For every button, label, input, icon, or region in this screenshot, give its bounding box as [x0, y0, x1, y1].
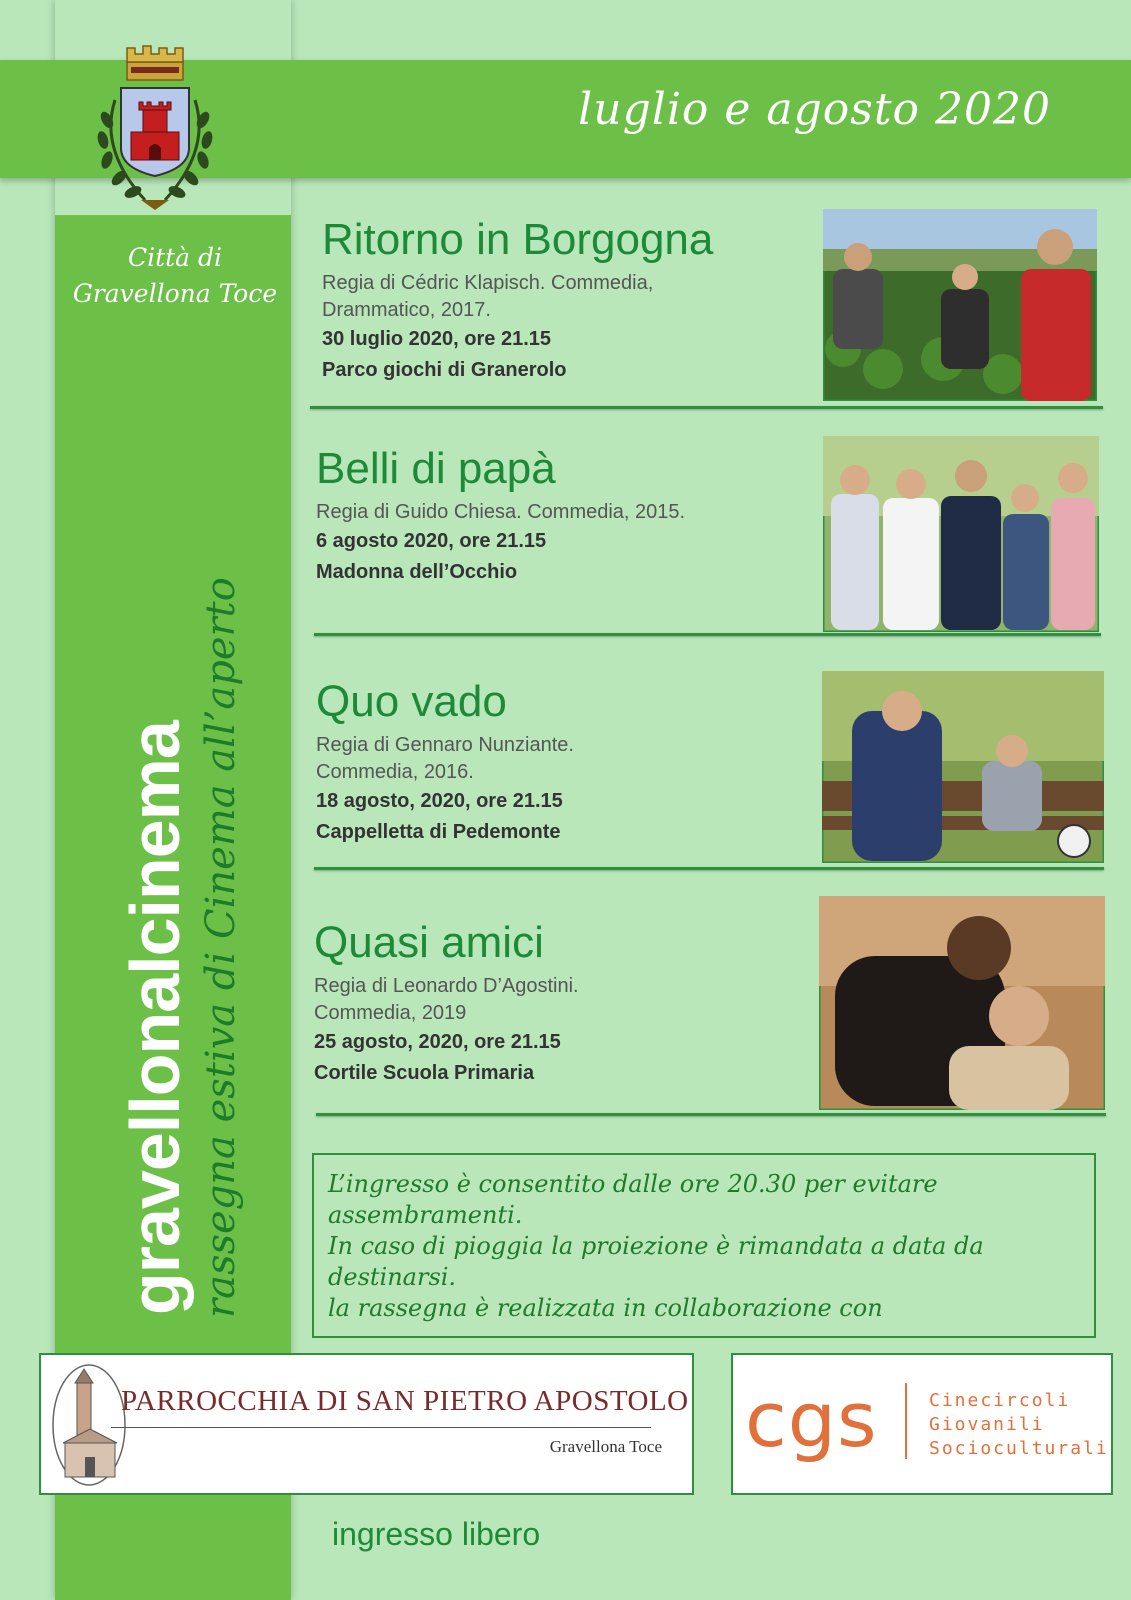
film-meta-line-2: Commedia, 2019	[314, 1002, 467, 1024]
crest-logo	[85, 40, 215, 220]
parish-underline	[111, 1427, 651, 1428]
notice-line-4: destinarsi.	[328, 1263, 457, 1291]
free-entry-label: ingresso libero	[332, 1516, 541, 1552]
cgs-logo: cgs	[745, 1375, 878, 1464]
film-venue: Cortile Scuola Primaria	[314, 1062, 535, 1084]
film-meta-line-2: Drammatico, 2017.	[322, 299, 491, 321]
church-icon	[51, 1363, 127, 1487]
film-venue: Madonna dell’Occhio	[316, 561, 518, 583]
film-date: 30 luglio 2020, ore 21.15	[322, 328, 552, 350]
city-line-2: Gravellona Toce	[72, 279, 278, 308]
city-name	[50, 240, 300, 312]
film-photo-quo-vado	[822, 671, 1104, 863]
film-title: Ritorno in Borgogna	[322, 215, 714, 264]
divider	[310, 406, 1103, 409]
crown-icon	[127, 46, 183, 80]
cgs-line-1: Cinecircoli	[929, 1390, 1071, 1411]
divider	[316, 1113, 1106, 1116]
film-title: Quo vado	[316, 677, 507, 726]
film-photo-belli	[823, 436, 1099, 632]
film-meta-line-1: Regia di Gennaro Nunziante.	[316, 734, 574, 756]
film-photo-quasi-amici	[819, 896, 1105, 1110]
sponsor-cgs	[731, 1353, 1113, 1495]
shield-icon	[121, 88, 189, 176]
film-date: 18 agosto, 2020, ore 21.15	[316, 790, 563, 812]
cgs-text	[929, 1389, 1109, 1461]
film-meta-line-1: Regia di Guido Chiesa. Commedia, 2015.	[316, 501, 686, 523]
film-photo-ritorno	[823, 209, 1097, 401]
city-line-1: Città di	[127, 243, 223, 272]
cgs-line-2: Giovanili	[929, 1414, 1045, 1435]
notice-box	[312, 1153, 1096, 1338]
film-meta-line-1: Regia di Cédric Klapisch. Commedia,	[322, 272, 654, 294]
film-date: 6 agosto 2020, ore 21.15	[316, 530, 547, 552]
film-venue: Parco giochi di Granerolo	[322, 359, 567, 381]
vertical-subtitle: rassegna estiva di Cinema all’aperto	[198, 577, 244, 1318]
sponsor-parish	[39, 1353, 694, 1495]
film-title: Quasi amici	[314, 918, 544, 967]
vertical-title: gravellonalcinema	[116, 721, 194, 1315]
header-title: luglio e agosto 2020	[578, 84, 1051, 135]
divider	[314, 633, 1101, 636]
cgs-line-3: Socioculturali	[929, 1438, 1109, 1459]
film-venue: Cappelletta di Pedemonte	[316, 821, 561, 843]
film-meta-line-1: Regia di Leonardo D’Agostini.	[314, 975, 579, 997]
divider	[314, 867, 1104, 870]
film-title: Belli di papà	[316, 444, 556, 493]
film-meta-line-2: Commedia, 2016.	[316, 761, 474, 783]
notice-line-5: la rassegna è realizzata in collaborazione con	[328, 1294, 883, 1322]
notice-line-3: In caso di pioggia la proiezione è rimandata a data da	[328, 1232, 984, 1260]
parish-name: PARROCCHIA DI SAN PIETRO APOSTOLO	[121, 1385, 689, 1417]
notice-line-2: assembramenti.	[328, 1201, 523, 1229]
parish-place: Gravellona Toce	[549, 1437, 662, 1456]
notice-line-1: L’ingresso è consentito dalle ore 20.30 per evitare	[328, 1170, 938, 1198]
film-date: 25 agosto, 2020, ore 21.15	[314, 1031, 561, 1053]
cgs-divider	[905, 1383, 907, 1459]
